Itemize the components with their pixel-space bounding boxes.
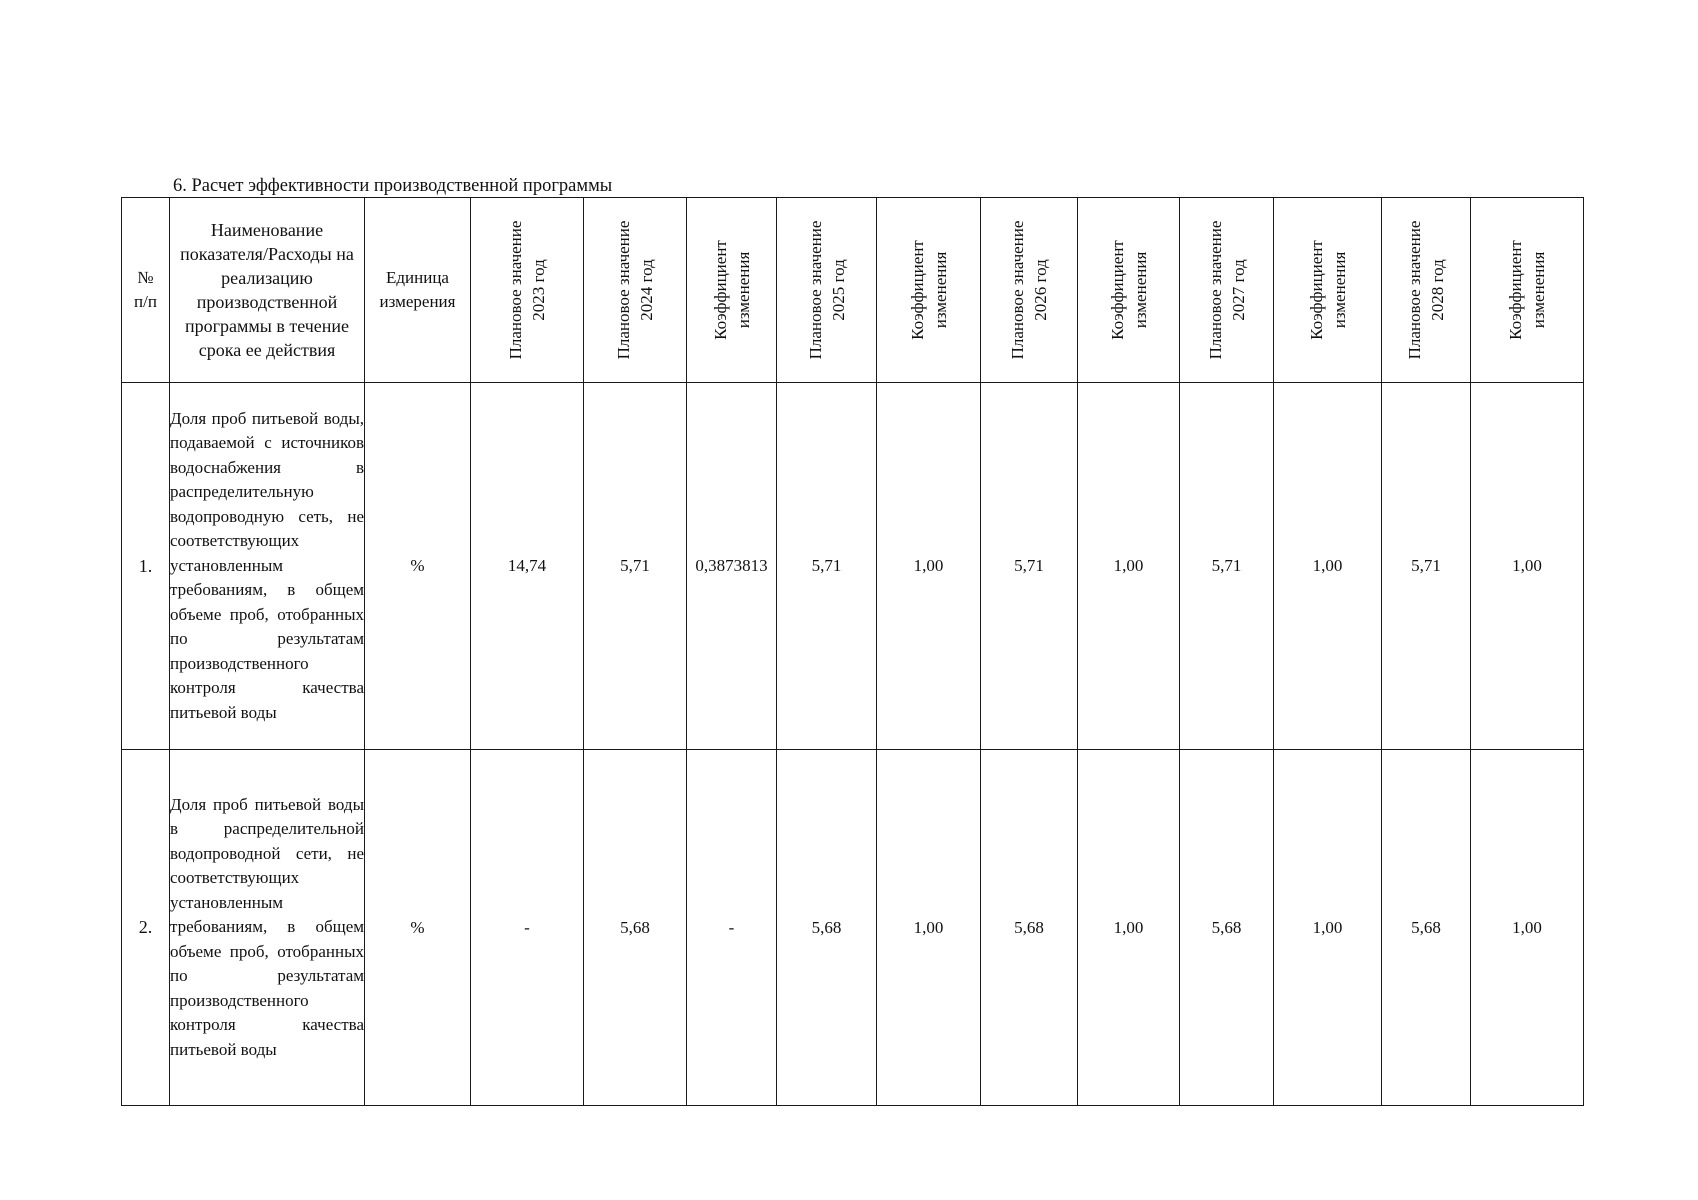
header-num: № п/п bbox=[122, 198, 170, 383]
header-coef-2027: Коэффициент изменения bbox=[1274, 198, 1382, 383]
plan-2024-value: 5,71 bbox=[584, 383, 687, 750]
header-coef-2025: Коэффициент изменения bbox=[877, 198, 981, 383]
table-header-row bbox=[122, 198, 1584, 383]
header-coef-2024: Коэффициент изменения bbox=[687, 198, 777, 383]
plan-2023-value: 14,74 bbox=[471, 383, 584, 750]
plan-2025-value: 5,68 bbox=[777, 750, 877, 1106]
unit-value: % bbox=[365, 383, 471, 750]
indicator-name: Доля проб питьевой воды, подаваемой с источников водоснабжения в распределительную водопроводную сеть, не соответствующих установленным требованиям, в общем объеме проб, отобранных по результатам производственного контроля качества питьевой воды bbox=[170, 383, 365, 750]
plan-2025-value: 5,71 bbox=[777, 383, 877, 750]
unit-value: % bbox=[365, 750, 471, 1106]
coef-2025-value: 1,00 bbox=[877, 750, 981, 1106]
section-title: 6. Расчет эффективности производственной программы bbox=[173, 176, 613, 196]
row-number: 1. bbox=[122, 383, 170, 750]
header-plan-2025: Плановое значение 2025 год bbox=[777, 198, 877, 383]
coef-2027-value: 1,00 bbox=[1274, 750, 1382, 1106]
header-plan-2026: Плановое значение 2026 год bbox=[981, 198, 1078, 383]
header-plan-2028: Плановое значение 2028 год bbox=[1382, 198, 1471, 383]
plan-2026-value: 5,68 bbox=[981, 750, 1078, 1106]
plan-2023-value: - bbox=[471, 750, 584, 1106]
table-row bbox=[122, 750, 1584, 1106]
table-row bbox=[122, 383, 1584, 750]
header-coef-2028: Коэффициент изменения bbox=[1471, 198, 1584, 383]
header-name: Наименование показателя/Расходы на реализацию производственной программы в течение срока ее действия bbox=[170, 198, 365, 383]
plan-2026-value: 5,71 bbox=[981, 383, 1078, 750]
header-plan-2023: Плановое значение 2023 год bbox=[471, 198, 584, 383]
header-plan-2027: Плановое значение 2027 год bbox=[1180, 198, 1274, 383]
coef-2025-value: 1,00 bbox=[877, 383, 981, 750]
coef-2024-value: - bbox=[687, 750, 777, 1106]
header-plan-2024: Плановое значение 2024 год bbox=[584, 198, 687, 383]
coef-2026-value: 1,00 bbox=[1078, 750, 1180, 1106]
header-unit: Единица измерения bbox=[365, 198, 471, 383]
coef-2026-value: 1,00 bbox=[1078, 383, 1180, 750]
row-number: 2. bbox=[122, 750, 170, 1106]
coef-2024-value: 0,3873813 bbox=[687, 383, 777, 750]
header-coef-2026: Коэффициент изменения bbox=[1078, 198, 1180, 383]
plan-2028-value: 5,68 bbox=[1382, 750, 1471, 1106]
efficiency-table bbox=[121, 197, 1584, 1106]
plan-2028-value: 5,71 bbox=[1382, 383, 1471, 750]
plan-2027-value: 5,71 bbox=[1180, 383, 1274, 750]
plan-2027-value: 5,68 bbox=[1180, 750, 1274, 1106]
indicator-name: Доля проб питьевой воды в распределительной водопроводной сети, не соответствующих установленным требованиям, в общем объеме проб, отобранных по результатам производственного контроля качества питьевой воды bbox=[170, 750, 365, 1106]
coef-2027-value: 1,00 bbox=[1274, 383, 1382, 750]
coef-2028-value: 1,00 bbox=[1471, 383, 1584, 750]
plan-2024-value: 5,68 bbox=[584, 750, 687, 1106]
coef-2028-value: 1,00 bbox=[1471, 750, 1584, 1106]
